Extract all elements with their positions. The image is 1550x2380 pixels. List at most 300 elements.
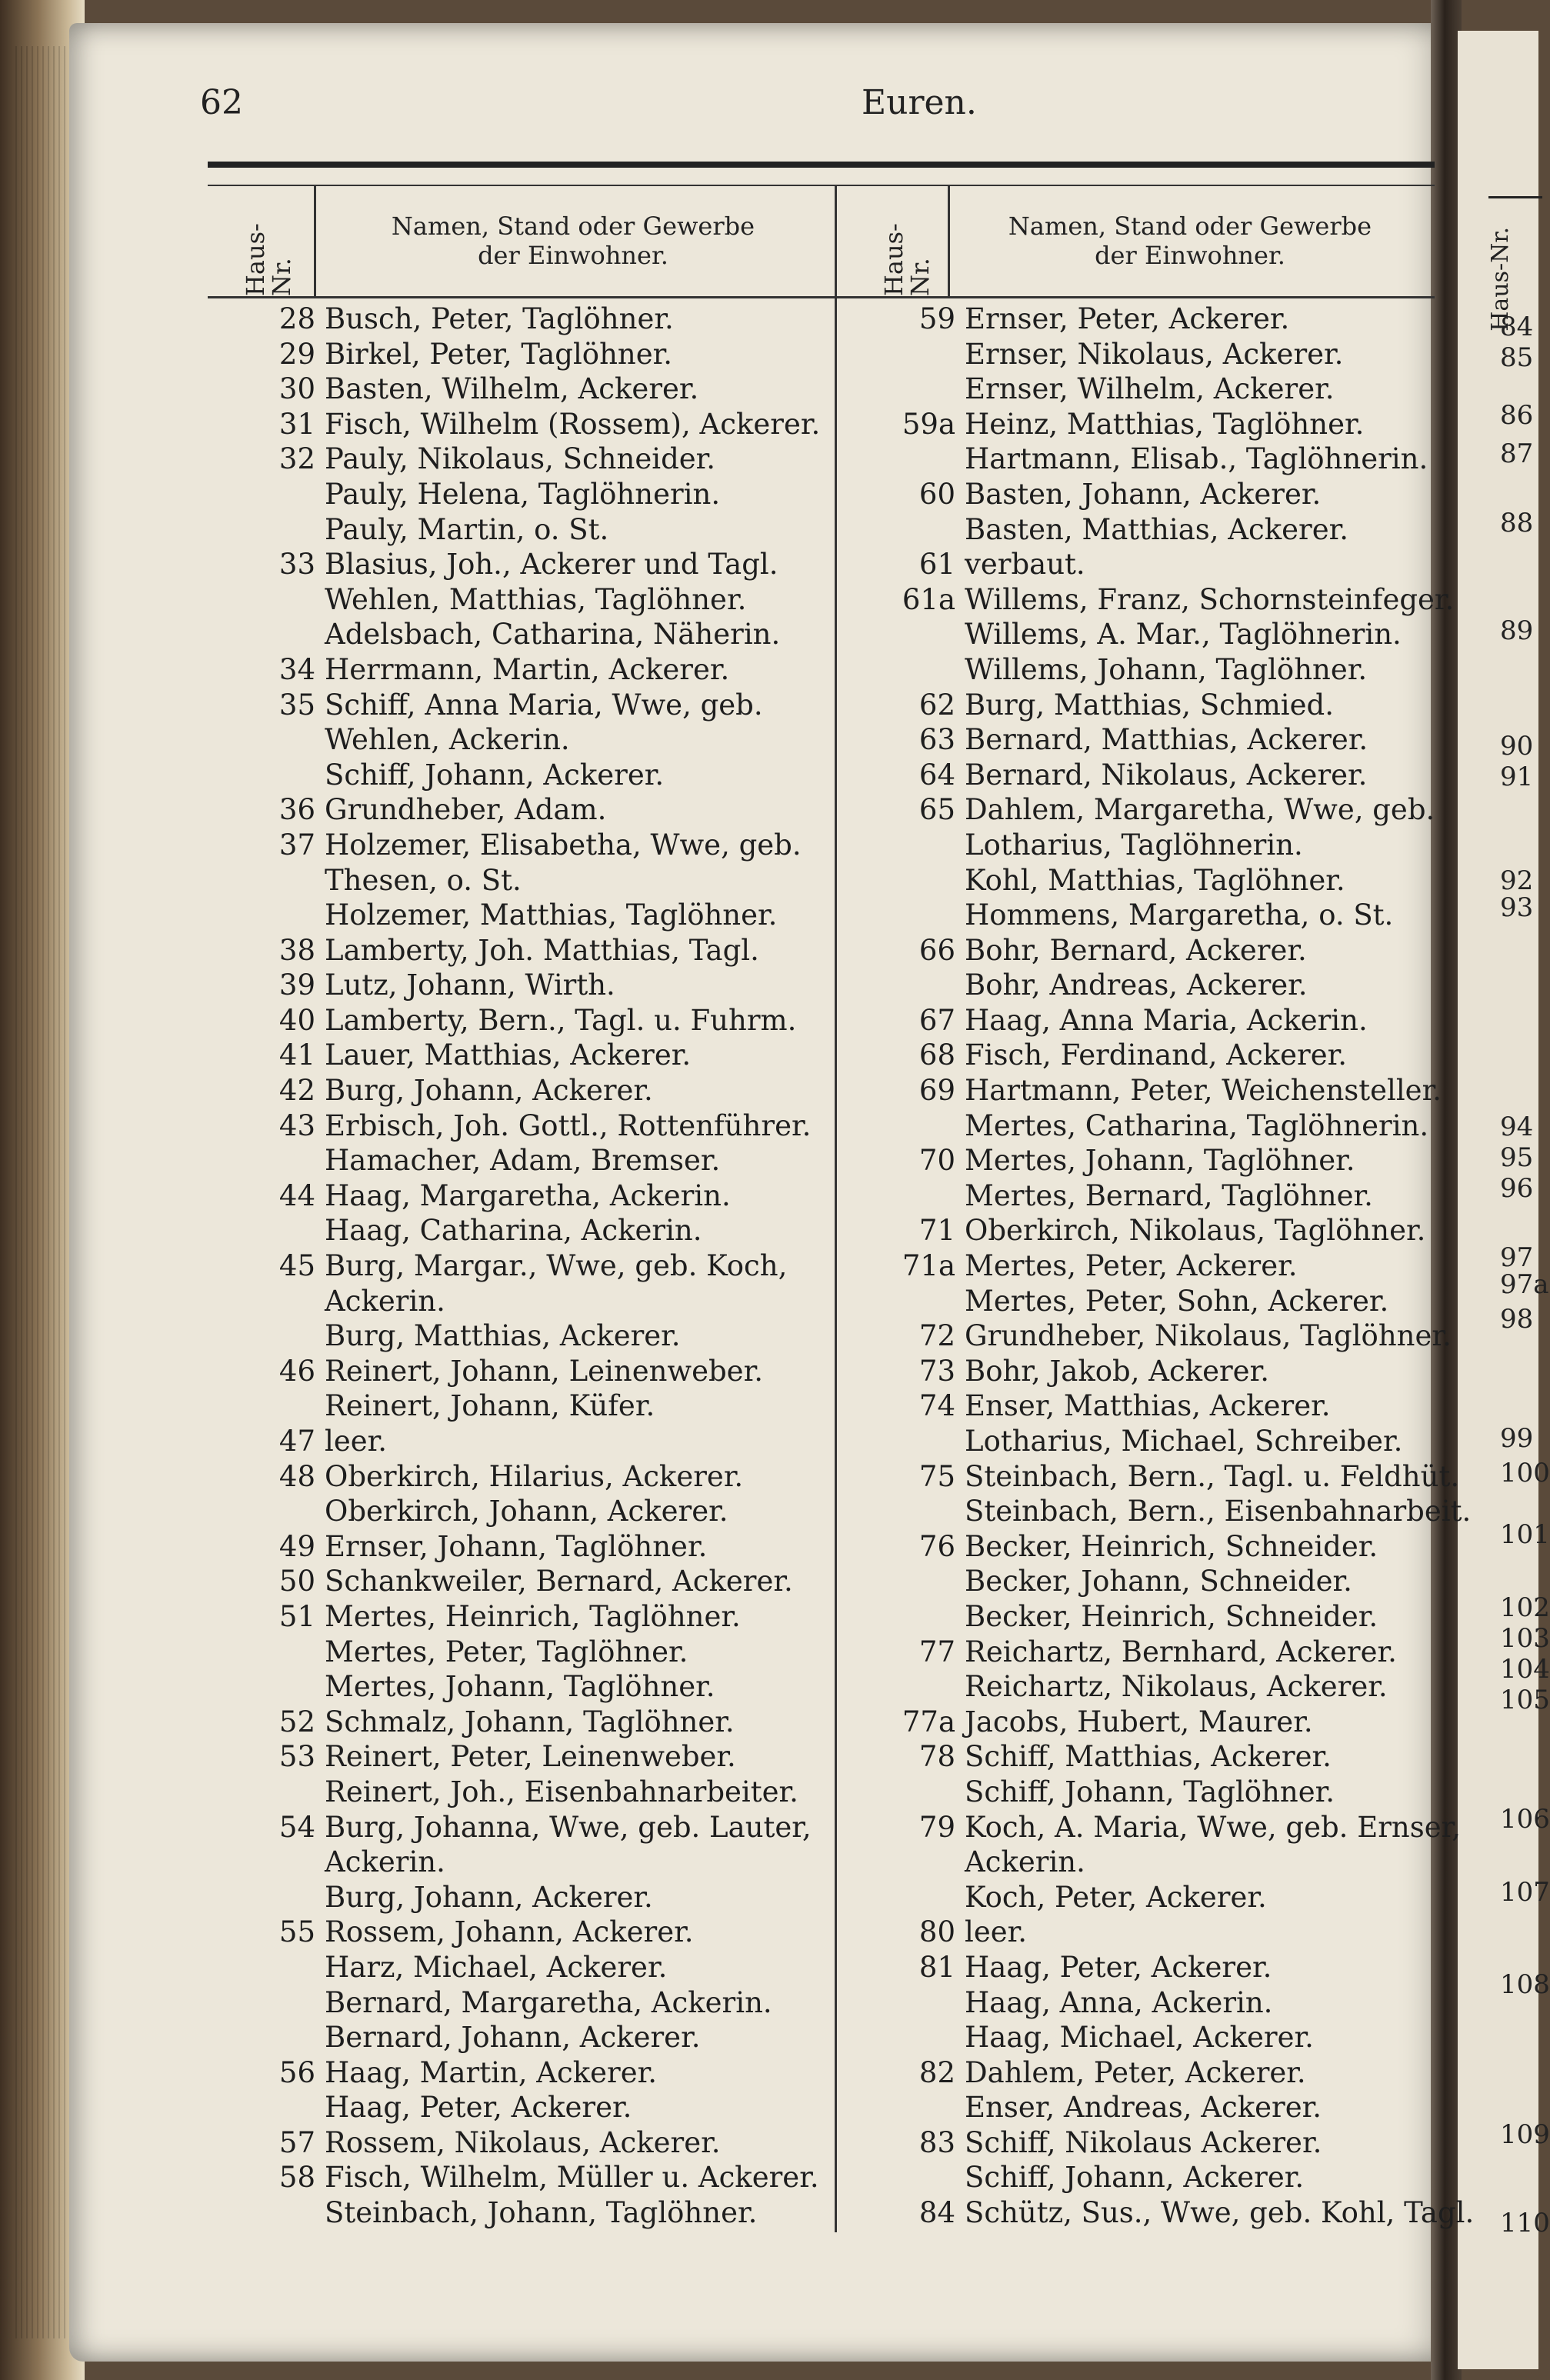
resident-entry: Reinert, Peter, Leinenweber. — [325, 1740, 736, 1774]
resident-entry: Rossem, Johann, Ackerer. — [325, 1915, 694, 1949]
table-row — [854, 1248, 1438, 1284]
table-row — [208, 1038, 846, 1073]
resident-entry: Grundheber, Nikolaus, Taglöhner. — [965, 1319, 1452, 1353]
house-number: 62 — [918, 688, 955, 722]
house-number: 83 — [918, 2125, 955, 2159]
resident-entry: Reinert, Joh., Eisenbahnarbeiter. — [325, 1775, 798, 1808]
table-row — [854, 372, 1438, 407]
table-row — [208, 1388, 846, 1424]
table-row — [208, 1424, 846, 1459]
resident-entry: Lotharius, Taglöhnerin. — [965, 828, 1303, 862]
resident-entry: Haag, Martin, Ackerer. — [325, 2055, 658, 2089]
house-number: 72 — [918, 1319, 955, 1353]
table-row — [854, 302, 1438, 337]
table-row — [208, 898, 846, 933]
next-page-house-number: 104 — [1500, 1654, 1550, 1685]
house-number: 58 — [278, 2161, 315, 2195]
next-page-house-number: 109 — [1500, 2119, 1550, 2150]
table-row — [854, 1599, 1438, 1635]
table-row — [208, 1459, 846, 1495]
resident-entry: Hommens, Margaretha, o. St. — [965, 898, 1394, 932]
resident-entry: Grundheber, Adam. — [325, 793, 607, 827]
resident-entry: Lutz, Johann, Wirth. — [325, 968, 615, 1002]
next-page-house-number: 91 — [1500, 762, 1534, 792]
resident-entry: Bohr, Jakob, Ackerer. — [965, 1354, 1269, 1388]
house-number: 30 — [278, 372, 315, 406]
table-row — [854, 2055, 1438, 2091]
house-number: 77a — [902, 1705, 955, 1738]
house-number: 29 — [278, 337, 315, 371]
house-number: 37 — [278, 828, 315, 862]
next-page-house-number: 92 — [1500, 865, 1534, 896]
table-row — [208, 1564, 846, 1599]
house-number: 75 — [918, 1459, 955, 1493]
table-row — [854, 1003, 1438, 1038]
table-row — [208, 2195, 846, 2231]
resident-entry: Schiff, Johann, Ackerer. — [325, 758, 665, 792]
resident-entry: Busch, Peter, Taglöhner. — [325, 302, 674, 335]
house-number: 54 — [278, 1810, 315, 1844]
table-row — [854, 1178, 1438, 1214]
page-number: 62 — [200, 83, 243, 122]
table-row — [854, 1284, 1438, 1319]
next-page-house-number: 107 — [1500, 1877, 1550, 1908]
next-page-house-number: 94 — [1500, 1112, 1534, 1142]
house-number: 46 — [278, 1354, 315, 1388]
header-rule-thin — [208, 185, 1435, 186]
resident-entry: Schiff, Anna Maria, Wwe, geb. — [325, 688, 763, 722]
next-page-house-number: 99 — [1500, 1423, 1534, 1454]
resident-entry: Heinz, Matthias, Taglöhner. — [965, 407, 1365, 441]
house-no-label: Haus-Nr. — [241, 223, 296, 296]
table-row — [208, 1599, 846, 1635]
table-row — [854, 2020, 1438, 2055]
table-row — [854, 1073, 1442, 1108]
resident-entry: Rossem, Nikolaus, Ackerer. — [325, 2125, 721, 2159]
next-page-house-number: 89 — [1500, 615, 1534, 646]
house-number: 81 — [918, 1950, 955, 1984]
resident-entry: Schiff, Johann, Ackerer. — [965, 2161, 1305, 2195]
resident-entry: Oberkirch, Nikolaus, Taglöhner. — [965, 1214, 1426, 1248]
table-row — [854, 1810, 1461, 1845]
house-number: 45 — [278, 1249, 315, 1283]
resident-entry: Mertes, Peter, Sohn, Ackerer. — [965, 1284, 1389, 1318]
table-row — [208, 688, 846, 723]
house-number: 43 — [278, 1108, 315, 1142]
house-number: 28 — [278, 302, 315, 335]
table-row — [854, 1669, 1438, 1705]
table-row — [854, 1705, 1438, 1740]
resident-entry: Reinert, Johann, Küfer. — [325, 1389, 655, 1423]
table-row — [208, 652, 846, 688]
table-row — [854, 512, 1438, 548]
table-row — [208, 1775, 846, 1810]
table-row — [854, 898, 1438, 933]
table-row — [208, 792, 846, 828]
resident-entry: Lotharius, Michael, Schreiber. — [965, 1425, 1403, 1458]
resident-entry: Hartmann, Elisab., Taglöhnerin. — [965, 442, 1428, 476]
resident-entry: Bernard, Margaretha, Ackerin. — [325, 1985, 772, 2019]
house-number: 64 — [918, 758, 955, 792]
table-row — [854, 1388, 1438, 1424]
resident-entry: Burg, Johanna, Wwe, geb. Lauter, — [325, 1810, 812, 1844]
table-row — [208, 1739, 846, 1775]
resident-entry: Burg, Matthias, Schmied. — [965, 688, 1334, 722]
names-header-line2: der Einwohner. — [478, 241, 668, 270]
resident-entry: Burg, Johann, Ackerer. — [325, 1880, 653, 1914]
resident-entry: Burg, Johann, Ackerer. — [325, 1074, 653, 1108]
table-row — [208, 863, 846, 898]
table-row — [854, 442, 1438, 477]
table-row — [208, 1880, 846, 1915]
names-header-line1: Namen, Stand oder Gewerbe — [391, 212, 755, 241]
resident-entry: Reichartz, Bernhard, Ackerer. — [965, 1635, 1397, 1668]
left-column — [208, 302, 846, 2231]
house-number: 59 — [918, 302, 955, 335]
next-page-house-number: 98 — [1500, 1304, 1534, 1335]
table-row — [208, 582, 846, 618]
table-row — [208, 1108, 846, 1144]
table-row — [854, 2125, 1438, 2161]
house-number: 39 — [278, 968, 315, 1002]
table-row — [854, 722, 1438, 758]
table-row — [854, 1564, 1438, 1599]
house-number: 73 — [918, 1354, 955, 1388]
table-row — [854, 1108, 1438, 1144]
house-number: 51 — [278, 1599, 315, 1633]
house-number: 32 — [278, 442, 315, 476]
next-page-house-number: 93 — [1500, 892, 1534, 923]
table-row — [208, 1950, 846, 1985]
resident-entry: Haag, Michael, Ackerer. — [965, 2021, 1314, 2055]
resident-entry: Willems, A. Mar., Taglöhnerin. — [965, 618, 1402, 652]
table-row — [208, 758, 846, 793]
table-row — [854, 1424, 1438, 1459]
house-number: 71 — [918, 1214, 955, 1248]
resident-entry: Becker, Johann, Schneider. — [965, 1565, 1352, 1598]
house-number: 66 — [918, 933, 955, 967]
resident-entry: Schankweiler, Bernard, Ackerer. — [325, 1565, 793, 1598]
table-row — [854, 547, 1438, 582]
table-row — [208, 2020, 846, 2055]
resident-entry: Birkel, Peter, Taglöhner. — [325, 337, 673, 371]
table-row — [854, 1038, 1438, 1073]
resident-entry: Fisch, Wilhelm (Rossem), Ackerer. — [325, 407, 821, 441]
names-header-left — [315, 188, 831, 296]
next-page-house-number: 90 — [1500, 731, 1534, 762]
resident-entry: Willems, Johann, Taglöhner. — [965, 652, 1368, 686]
table-row — [208, 547, 846, 582]
resident-entry: Harz, Michael, Ackerer. — [325, 1950, 668, 1984]
house-number: 52 — [278, 1705, 315, 1738]
next-page-house-number: 88 — [1500, 508, 1534, 538]
running-head: Euren. — [862, 83, 977, 122]
table-row — [208, 968, 846, 1003]
resident-entry: Jacobs, Hubert, Maurer. — [965, 1705, 1313, 1738]
table-row — [208, 1494, 846, 1529]
house-number: 42 — [278, 1074, 315, 1108]
next-page-house-number: 86 — [1500, 400, 1534, 431]
table-row — [208, 1810, 846, 1845]
resident-entry: Burg, Margar., Wwe, geb. Koch, — [325, 1249, 788, 1283]
resident-entry: Lauer, Matthias, Ackerer. — [325, 1038, 692, 1072]
resident-entry: Ernser, Nikolaus, Ackerer. — [965, 337, 1344, 371]
resident-entry: Mertes, Peter, Ackerer. — [965, 1249, 1298, 1283]
resident-entry: Dahlem, Peter, Ackerer. — [965, 2055, 1306, 2089]
house-number: 40 — [278, 1003, 315, 1037]
table-row — [208, 1284, 846, 1319]
house-number: 38 — [278, 933, 315, 967]
table-row — [208, 1213, 846, 1248]
table-row — [208, 617, 846, 652]
table-row — [854, 1459, 1460, 1495]
next-page-house-number: 100 — [1500, 1458, 1550, 1488]
resident-entry: Holzemer, Matthias, Taglöhner. — [325, 898, 778, 932]
resident-entry: Mertes, Peter, Taglöhner. — [325, 1635, 688, 1668]
resident-entry: Fisch, Wilhelm, Müller u. Ackerer. — [325, 2161, 819, 2195]
table-row — [854, 652, 1438, 688]
next-page-house-number: 96 — [1500, 1173, 1534, 1204]
house-number: 34 — [278, 652, 315, 686]
resident-entry: leer. — [965, 1915, 1028, 1949]
next-page-house-number: 84 — [1500, 312, 1534, 342]
house-number: 84 — [918, 2196, 955, 2230]
resident-entry: Mertes, Johann, Taglöhner. — [325, 1670, 715, 1704]
table-row — [854, 1985, 1438, 2021]
house-number: 44 — [278, 1178, 315, 1212]
resident-entry: Schütz, Sus., Wwe, geb. Kohl, Tagl. — [965, 2196, 1475, 2230]
house-number: 65 — [918, 793, 955, 827]
table-row — [854, 863, 1438, 898]
table-row — [854, 1143, 1438, 1178]
resident-entry: Reichartz, Nikolaus, Ackerer. — [965, 1670, 1388, 1704]
resident-entry: Basten, Wilhelm, Ackerer. — [325, 372, 699, 406]
table-row — [208, 828, 846, 863]
resident-entry: Bohr, Bernard, Ackerer. — [965, 933, 1307, 967]
next-page-house-number: 103 — [1500, 1623, 1550, 1654]
resident-entry: Haag, Anna Maria, Ackerin. — [965, 1003, 1368, 1037]
resident-entry: Mertes, Bernard, Taglöhner. — [965, 1178, 1373, 1212]
table-row — [854, 582, 1455, 618]
resident-entry: Schiff, Johann, Taglöhner. — [965, 1775, 1335, 1808]
resident-entry: Ackerin. — [325, 1845, 445, 1879]
next-page-house-number: 108 — [1500, 1969, 1550, 2000]
table-row — [208, 1845, 846, 1880]
header-bottom-rule — [208, 296, 1435, 298]
table-row — [208, 1635, 846, 1670]
names-header-right — [948, 188, 1432, 296]
house-number: 55 — [278, 1915, 315, 1949]
resident-entry: Blasius, Joh., Ackerer und Tagl. — [325, 548, 778, 582]
resident-entry: Schmalz, Johann, Taglöhner. — [325, 1705, 735, 1738]
house-number: 31 — [278, 407, 315, 441]
house-number: 82 — [918, 2055, 955, 2089]
names-header-line2: der Einwohner. — [1095, 241, 1285, 270]
page-header — [131, 77, 1431, 131]
house-number: 53 — [278, 1740, 315, 1774]
next-page-rule — [1488, 196, 1542, 198]
resident-entry: Haag, Anna, Ackerin. — [965, 1985, 1273, 2019]
resident-entry: Schiff, Nikolaus Ackerer. — [965, 2125, 1322, 2159]
next-page-house-number: 102 — [1500, 1592, 1550, 1623]
table-row — [854, 1354, 1438, 1389]
table-row — [208, 1178, 846, 1214]
table-row — [854, 758, 1438, 793]
house-number: 49 — [278, 1529, 315, 1563]
house-no-header-left — [208, 188, 315, 296]
resident-entry: Dahlem, Margaretha, Wwe, geb. — [965, 793, 1435, 827]
resident-entry: Basten, Johann, Ackerer. — [965, 477, 1322, 511]
table-row — [208, 1985, 846, 2021]
right-column — [854, 302, 1475, 2231]
house-no-label: Haus-Nr. — [879, 223, 935, 296]
resident-entry: Hamacher, Adam, Bremser. — [325, 1144, 721, 1178]
resident-entry: Willems, Franz, Schornsteinfeger. — [965, 582, 1455, 616]
table-row — [854, 1318, 1452, 1354]
table-row — [854, 1213, 1438, 1248]
resident-entry: Pauly, Martin, o. St. — [325, 512, 609, 546]
resident-entry: Hartmann, Peter, Weichensteller. — [965, 1074, 1442, 1108]
table-row — [854, 933, 1438, 968]
resident-entry: Steinbach, Bern., Tagl. u. Feldhüt. — [965, 1459, 1460, 1493]
table-row — [208, 1318, 846, 1354]
resident-entry: Steinbach, Johann, Taglöhner. — [325, 2196, 758, 2230]
resident-entry: Oberkirch, Hilarius, Ackerer. — [325, 1459, 744, 1493]
table-row — [854, 2090, 1438, 2125]
page-edge-lines — [15, 46, 77, 2338]
next-page-house-number: 105 — [1500, 1685, 1550, 1715]
house-number: 74 — [918, 1389, 955, 1423]
resident-entry: Schiff, Matthias, Ackerer. — [965, 1740, 1332, 1774]
resident-entry: Mertes, Johann, Taglöhner. — [965, 1144, 1355, 1178]
table-row — [208, 512, 846, 548]
table-row — [854, 1739, 1438, 1775]
house-number: 61a — [902, 582, 955, 616]
next-page-house-number: 97a — [1500, 1269, 1549, 1300]
resident-entry: Haag, Peter, Ackerer. — [325, 2091, 632, 2125]
next-page-house-number: 97 — [1500, 1242, 1534, 1273]
house-number: 76 — [918, 1529, 955, 1563]
table-row — [854, 407, 1438, 442]
resident-entry: Enser, Andreas, Ackerer. — [965, 2091, 1322, 2125]
resident-entry: Haag, Peter, Ackerer. — [965, 1950, 1272, 1984]
next-page-house-number: 95 — [1500, 1142, 1534, 1173]
table-row — [854, 2195, 1475, 2231]
resident-entry: Holzemer, Elisabetha, Wwe, geb. — [325, 828, 802, 862]
table-row — [854, 1635, 1438, 1670]
house-number: 63 — [918, 723, 955, 757]
table-row — [208, 1915, 846, 1950]
house-number: 56 — [278, 2055, 315, 2089]
table-row — [854, 688, 1438, 723]
resident-entry: Koch, Peter, Ackerer. — [965, 1880, 1267, 1914]
house-number: 67 — [918, 1003, 955, 1037]
table-row — [854, 1529, 1438, 1565]
table-row — [208, 477, 846, 512]
resident-entry: Haag, Margaretha, Ackerin. — [325, 1178, 731, 1212]
table-row — [208, 1669, 846, 1705]
house-number: 57 — [278, 2125, 315, 2159]
resident-entry: Lamberty, Joh. Matthias, Tagl. — [325, 933, 759, 967]
table-row — [854, 1845, 1438, 1880]
table-row — [208, 372, 846, 407]
resident-entry: Burg, Matthias, Ackerer. — [325, 1319, 681, 1353]
table-row — [854, 828, 1438, 863]
resident-entry: Becker, Heinrich, Schneider. — [965, 1529, 1378, 1563]
table-row — [854, 2160, 1438, 2195]
table-row — [208, 407, 846, 442]
house-number: 80 — [918, 1915, 955, 1949]
next-page-house-number: 110 — [1500, 2208, 1550, 2238]
table-row — [208, 1003, 846, 1038]
house-number: 79 — [918, 1810, 955, 1844]
header-rule-thick — [208, 162, 1435, 168]
house-number: 70 — [918, 1144, 955, 1178]
table-row — [854, 1494, 1472, 1529]
resident-entry: Haag, Catharina, Ackerin. — [325, 1214, 702, 1248]
house-number: 33 — [278, 548, 315, 582]
resident-entry: Bohr, Andreas, Ackerer. — [965, 968, 1308, 1002]
column-divider — [948, 186, 950, 298]
names-header-line1: Namen, Stand oder Gewerbe — [1008, 212, 1372, 241]
resident-entry: Fisch, Ferdinand, Ackerer. — [965, 1038, 1347, 1072]
next-page-house-number: 101 — [1500, 1519, 1550, 1550]
house-number: 61 — [918, 548, 955, 582]
table-row — [854, 1775, 1438, 1810]
next-page-house-number: 87 — [1500, 438, 1534, 469]
resident-entry: Reinert, Johann, Leinenweber. — [325, 1354, 763, 1388]
resident-entry: Erbisch, Joh. Gottl., Rottenführer. — [325, 1108, 812, 1142]
table-row — [208, 2160, 846, 2195]
house-number: 35 — [278, 688, 315, 722]
table-row — [208, 722, 846, 758]
resident-entry: Ernser, Wilhelm, Ackerer. — [965, 372, 1335, 406]
column-divider — [314, 186, 316, 298]
house-number: 47 — [278, 1425, 315, 1458]
house-number: 50 — [278, 1565, 315, 1598]
table-row — [208, 1705, 846, 1740]
resident-entry: Ackerin. — [325, 1284, 445, 1318]
table-row — [208, 1073, 846, 1108]
resident-entry: Bernard, Nikolaus, Ackerer. — [965, 758, 1368, 792]
resident-entry: Basten, Matthias, Ackerer. — [965, 512, 1348, 546]
table-row — [208, 2055, 846, 2091]
house-number: 69 — [918, 1074, 955, 1108]
table-row — [854, 1915, 1438, 1950]
resident-entry: Mertes, Catharina, Taglöhnerin. — [965, 1108, 1429, 1142]
house-number: 59a — [902, 407, 955, 441]
resident-entry: Pauly, Nikolaus, Schneider. — [325, 442, 716, 476]
table-row — [208, 1248, 846, 1284]
house-no-header-right — [846, 188, 948, 296]
resident-entry: Wehlen, Matthias, Taglöhner. — [325, 582, 747, 616]
house-number: 78 — [918, 1740, 955, 1774]
resident-entry: Becker, Heinrich, Schneider. — [965, 1599, 1378, 1633]
resident-entry: Ernser, Peter, Ackerer. — [965, 302, 1290, 335]
resident-entry: Lamberty, Bern., Tagl. u. Fuhrm. — [325, 1003, 797, 1037]
table-row — [208, 2090, 846, 2125]
resident-entry: Enser, Matthias, Ackerer. — [965, 1389, 1331, 1423]
table-row — [854, 968, 1438, 1003]
table-row — [208, 337, 846, 372]
table-row — [208, 2125, 846, 2161]
house-number: 60 — [918, 477, 955, 511]
resident-entry: verbaut. — [965, 548, 1085, 582]
next-page-house-number: 85 — [1500, 342, 1534, 373]
resident-entry: Wehlen, Ackerin. — [325, 723, 570, 757]
resident-entry: Ackerin. — [965, 1845, 1085, 1879]
resident-entry: Herrmann, Martin, Ackerer. — [325, 652, 730, 686]
